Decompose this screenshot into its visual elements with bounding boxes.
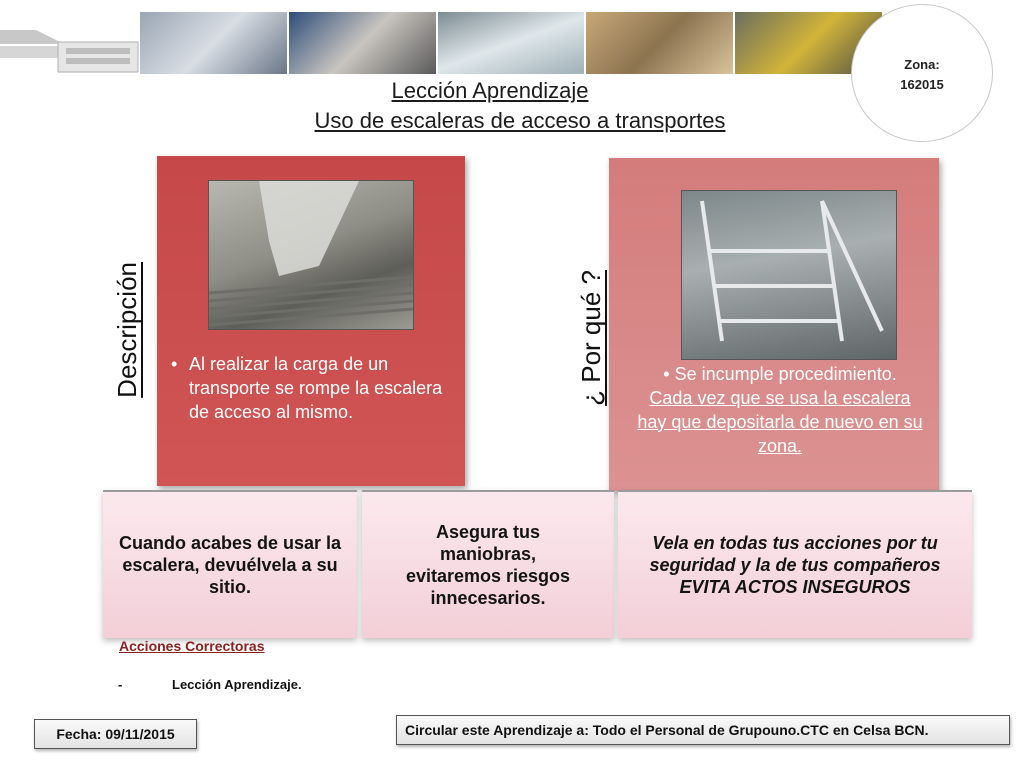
zone-value: 162015 — [900, 77, 944, 92]
why-bullet-rest: Cada vez que se usa la escalera hay que depositarla de nuevo en su zona. — [637, 388, 923, 456]
page-title — [200, 76, 780, 136]
banner-photo — [438, 12, 587, 74]
title-line2: Uso de escaleras de acceso a transportes — [314, 108, 726, 133]
zone-label: Zona: — [904, 57, 940, 72]
ladder-step-icon — [209, 181, 413, 329]
why-bullet-lead: Se incumple procedimiento. — [674, 364, 897, 384]
company-logo — [0, 28, 140, 74]
date-box: Fecha: 09/11/2015 — [34, 719, 197, 749]
banner-photo — [586, 12, 735, 74]
ladder-icon — [682, 191, 896, 359]
why-bullet: • Se incumple procedimiento. Cada vez que se usa la escalera hay que depositarla de nuevo en su zona. — [635, 362, 925, 458]
title-line1: Lección Aprendizaje — [391, 78, 589, 103]
sign-safety-line1: Vela en todas tus acciones por tu seguridad y la de tus compañeros — [649, 533, 941, 575]
corrective-action-item — [118, 677, 302, 692]
description-label: Descripción — [112, 262, 142, 398]
description-card — [157, 156, 465, 486]
banner-photo — [289, 12, 438, 74]
circulate-box: Circular este Aprendizaje a: Todo el Personal de Grupouno.CTC en Celsa BCN. — [396, 715, 1010, 745]
banner-photo — [140, 12, 289, 74]
ladder-photo — [681, 190, 897, 360]
sign-safety — [618, 490, 972, 638]
why-label: ¿ Por qué ? — [576, 270, 606, 406]
description-bullet: • Al realizar la carga de un transporte se rompe la escalera de acceso al mismo. — [171, 354, 443, 422]
zone-badge — [851, 4, 993, 142]
sign-secure-maneuvers: Asegura tus maniobras, evitaremos riesgos innecesarios. — [362, 490, 614, 638]
action-text: Lección Aprendizaje. — [172, 677, 302, 692]
sign-return-ladder: Cuando acabes de usar la escalera, devuélvela a su sitio. — [103, 490, 357, 638]
photo-banner — [140, 12, 882, 74]
why-card — [609, 158, 939, 491]
action-dash: - — [118, 677, 123, 692]
corrective-actions-title: Acciones Correctoras — [119, 638, 265, 654]
broken-ladder-photo — [208, 180, 414, 330]
sign-safety-line2: EVITA ACTOS INSEGUROS — [679, 577, 911, 597]
